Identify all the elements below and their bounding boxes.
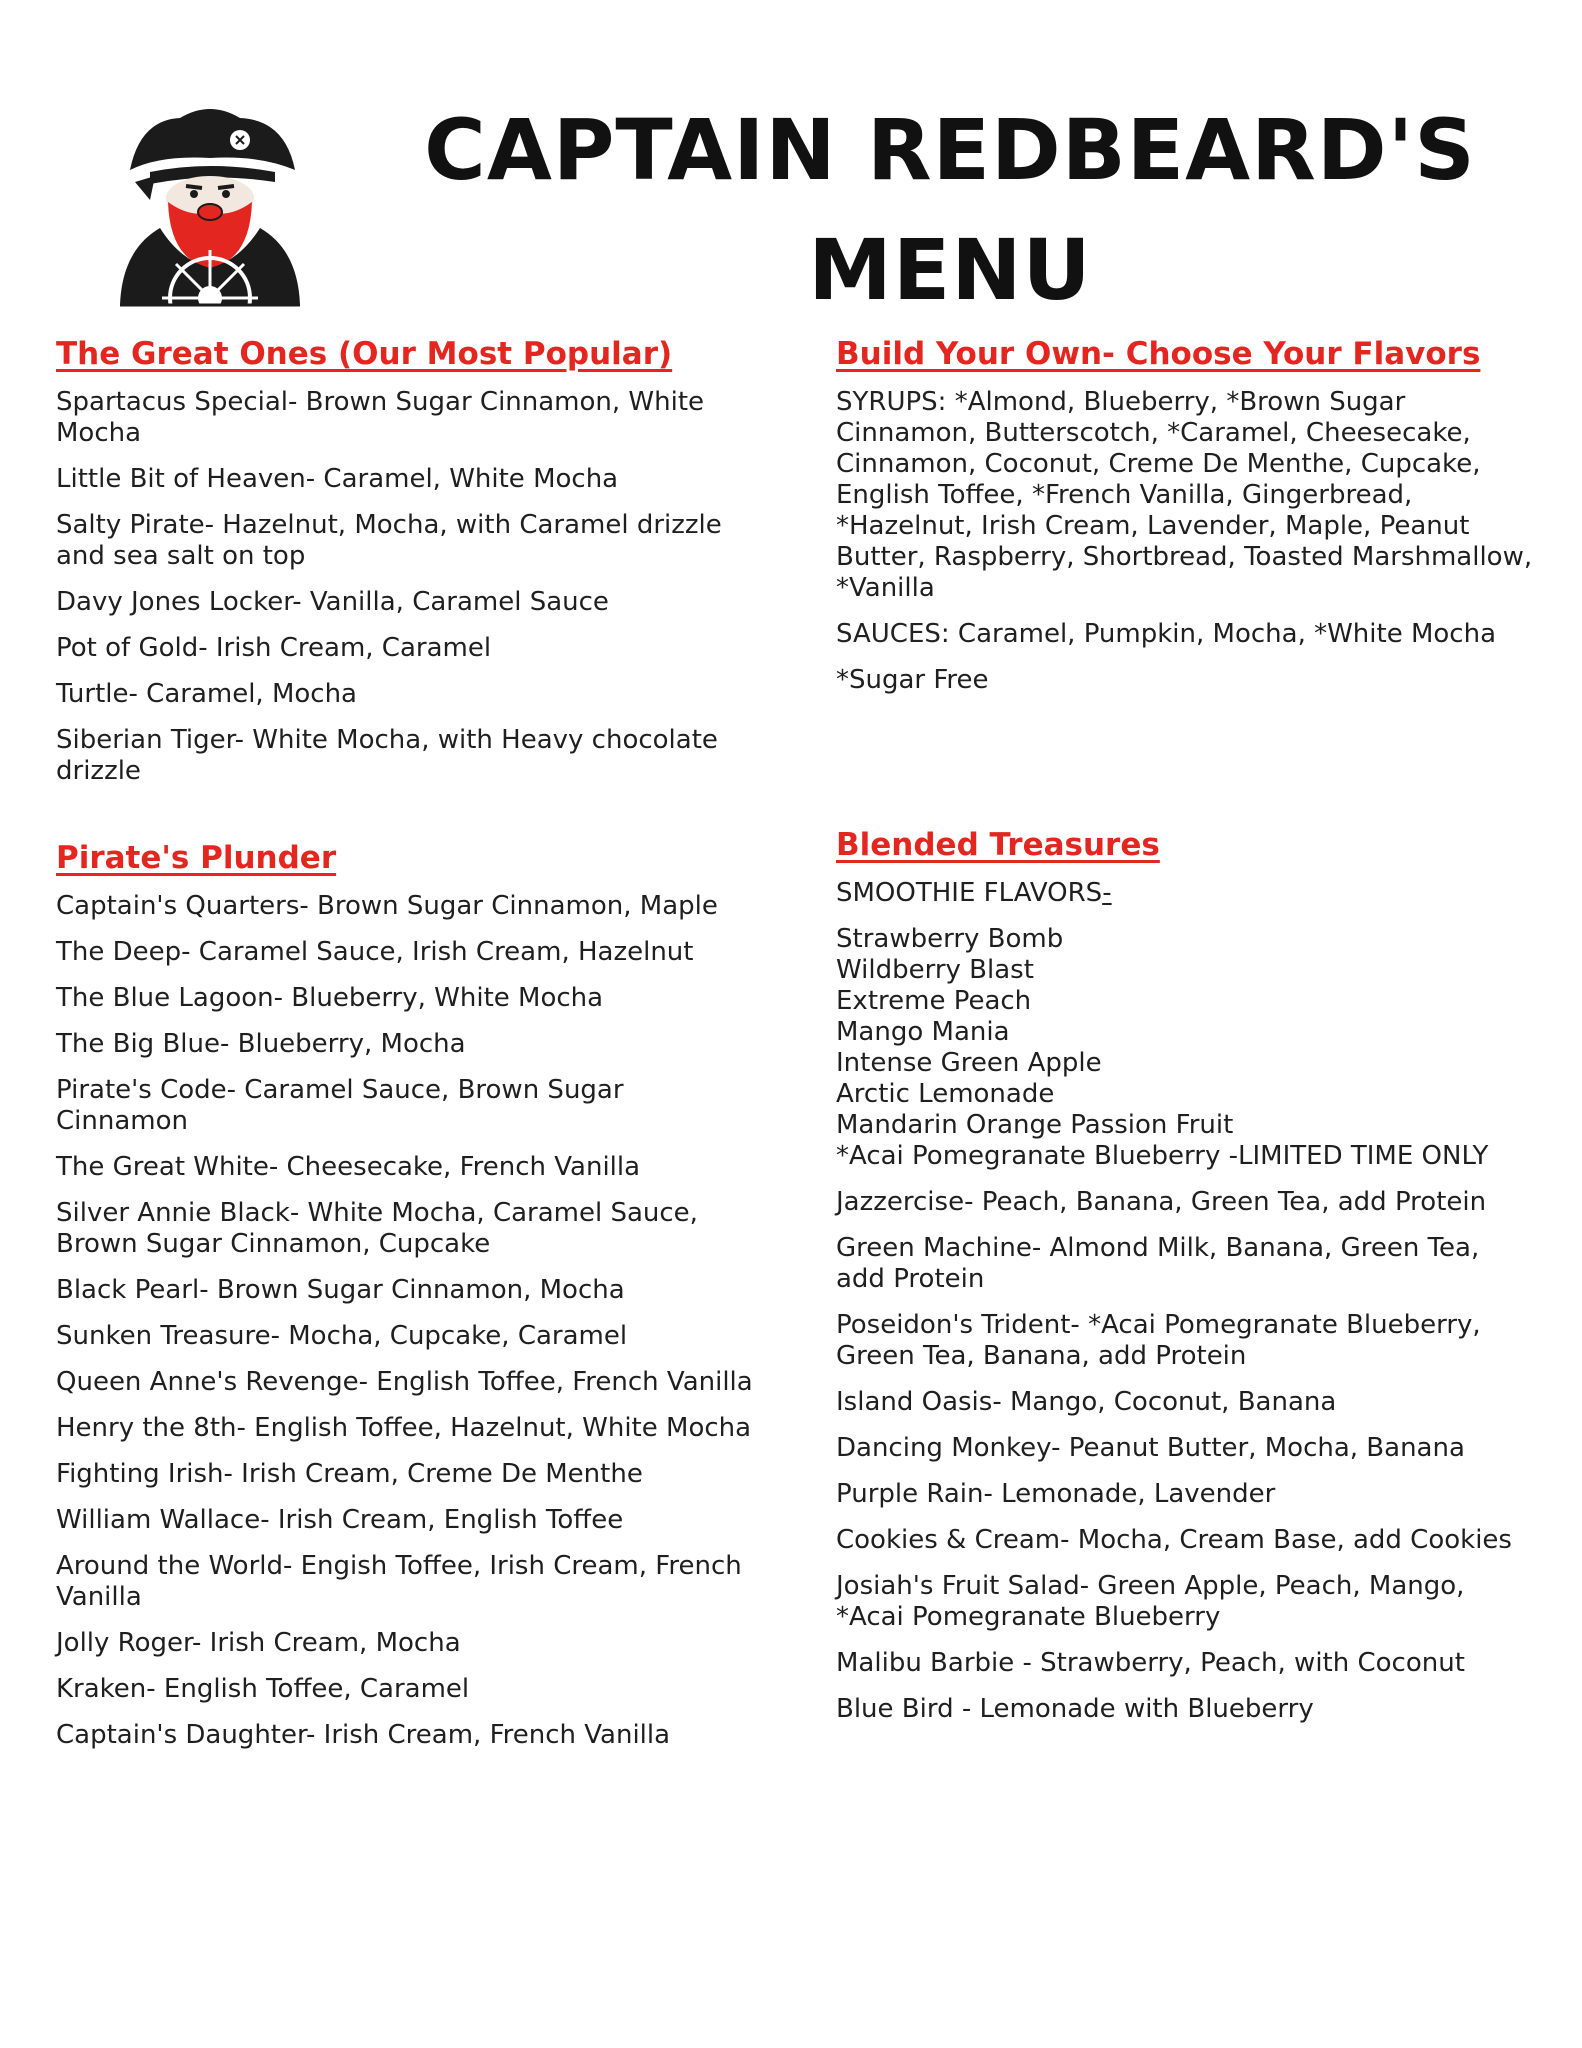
menu-item: Black Pearl- Brown Sugar Cinnamon, Mocha xyxy=(56,1275,625,1306)
build-your-own-section xyxy=(836,387,1536,696)
flavor-item: *Acai Pomegranate Blueberry -LIMITED TIME ONLY xyxy=(836,1141,1489,1172)
menu-item: The Great White- Cheesecake, French Vanilla xyxy=(56,1152,641,1183)
menu-item: Captain's Quarters- Brown Sugar Cinnamon, Maple xyxy=(56,891,718,922)
smoothie-flavors-label: SMOOTHIE FLAVORS- xyxy=(836,878,1112,909)
menu-item: Green Machine- Almond Milk, Banana, Green Tea, add Protein xyxy=(836,1233,1480,1295)
pirate-captain-logo-icon xyxy=(110,100,310,315)
right-column xyxy=(836,336,1536,1740)
menu-item: Siberian Tiger- White Mocha, with Heavy chocolate drizzle xyxy=(56,725,718,787)
menu-item: Jazzercise- Peach, Banana, Green Tea, add Protein xyxy=(836,1187,1487,1218)
menu-item: Poseidon's Trident- *Acai Pomegranate Blueberry, Green Tea, Banana, add Protein xyxy=(836,1310,1481,1372)
menu-item: Henry the 8th- English Toffee, Hazelnut, White Mocha xyxy=(56,1413,752,1444)
flavor-item: Mango Mania xyxy=(836,1017,1010,1048)
pirates-plunder-heading: Pirate's Plunder xyxy=(56,840,337,877)
menu-item: Malibu Barbie - Strawberry, Peach, with Coconut xyxy=(836,1648,1465,1679)
menu-item: Island Oasis- Mango, Coconut, Banana xyxy=(836,1387,1337,1418)
menu-item: Jolly Roger- Irish Cream, Mocha xyxy=(56,1628,461,1659)
menu-item: Purple Rain- Lemonade, Lavender xyxy=(836,1479,1276,1510)
left-column xyxy=(56,336,756,1766)
sugar-free-note: *Sugar Free xyxy=(836,665,989,696)
menu-item: Silver Annie Black- White Mocha, Caramel Sauce, Brown Sugar Cinnamon, Cupcake xyxy=(56,1198,698,1260)
great-ones-list xyxy=(56,387,756,787)
blended-treasures-list xyxy=(836,878,1536,1725)
great-ones-heading: The Great Ones (Our Most Popular) xyxy=(56,336,673,372)
build-your-own-heading: Build Your Own- Choose Your Flavors xyxy=(836,336,1481,372)
menu-item: Pirate's Code- Caramel Sauce, Brown Sugar Cinnamon xyxy=(56,1075,624,1137)
flavor-item: Extreme Peach xyxy=(836,986,1032,1017)
sauces-label: SAUCES xyxy=(836,619,941,650)
menu-item: Pot of Gold- Irish Cream, Caramel xyxy=(56,633,492,664)
menu-item: Sunken Treasure- Mocha, Cupcake, Caramel xyxy=(56,1321,628,1352)
menu-item: Salty Pirate- Hazelnut, Mocha, with Caramel drizzle and sea salt on top xyxy=(56,510,722,572)
syrups-text: : *Almond, Blueberry, *Brown Sugar Cinnamon, Butterscotch, *Caramel, Cheesecake, Cinnamon, Coconut, Creme De Menthe, Cupcake, English Toffee, *French Vanilla, Gingerbread, *Hazelnut, Irish Cream, Lavender, Maple, Peanut Butter, Raspberry, Shortbread, Toasted Marshmallow, *Vanilla xyxy=(836,387,1533,604)
flavor-item: Intense Green Apple xyxy=(836,1048,1102,1079)
flavor-item: Wildberry Blast xyxy=(836,955,1034,986)
menu-item: The Deep- Caramel Sauce, Irish Cream, Hazelnut xyxy=(56,937,694,968)
menu-item: William Wallace- Irish Cream, English Toffee xyxy=(56,1505,624,1536)
menu-item: Turtle- Caramel, Mocha xyxy=(56,679,357,710)
blended-treasures-heading: Blended Treasures xyxy=(836,827,1160,864)
sauces-list xyxy=(836,619,1536,650)
menu-item: Fighting Irish- Irish Cream, Creme De Menthe xyxy=(56,1459,643,1490)
menu-item: Blue Bird - Lemonade with Blueberry xyxy=(836,1694,1314,1725)
pirates-plunder-list xyxy=(56,891,756,1751)
menu-item: Little Bit of Heaven- Caramel, White Mocha xyxy=(56,464,619,495)
menu-item: Josiah's Fruit Salad- Green Apple, Peach, Mango, *Acai Pomegranate Blueberry xyxy=(836,1571,1465,1633)
menu-item: Davy Jones Locker- Vanilla, Caramel Sauce xyxy=(56,587,609,618)
menu-item: Dancing Monkey- Peanut Butter, Mocha, Banana xyxy=(836,1433,1465,1464)
menu-item: Cookies & Cream- Mocha, Cream Base, add Cookies xyxy=(836,1525,1512,1556)
menu-title-line-2: MENU xyxy=(808,221,1092,319)
menu-title-line-1: CAPTAIN REDBEARD'S xyxy=(424,101,1476,199)
menu-item: Queen Anne's Revenge- English Toffee, French Vanilla xyxy=(56,1367,753,1398)
menu-item: Around the World- Engish Toffee, Irish Cream, French Vanilla xyxy=(56,1551,742,1613)
menu-item: Kraken- English Toffee, Caramel xyxy=(56,1674,470,1705)
flavor-item: Arctic Lemonade xyxy=(836,1079,1055,1110)
menu-item: Captain's Daughter- Irish Cream, French Vanilla xyxy=(56,1720,671,1751)
menu-item: The Big Blue- Blueberry, Mocha xyxy=(56,1029,466,1060)
flavor-item: Strawberry Bomb xyxy=(836,924,1064,955)
menu-item: The Blue Lagoon- Blueberry, White Mocha xyxy=(56,983,604,1014)
syrups-list xyxy=(836,387,1536,604)
flavor-item: Mandarin Orange Passion Fruit xyxy=(836,1110,1234,1141)
syrups-label: SYRUPS xyxy=(836,387,938,418)
smoothie-flavors-list xyxy=(836,924,1536,1172)
sauces-text: : Caramel, Pumpkin, Mocha, *White Mocha xyxy=(940,619,1497,650)
menu-item: Spartacus Special- Brown Sugar Cinnamon, White Mocha xyxy=(56,387,705,449)
